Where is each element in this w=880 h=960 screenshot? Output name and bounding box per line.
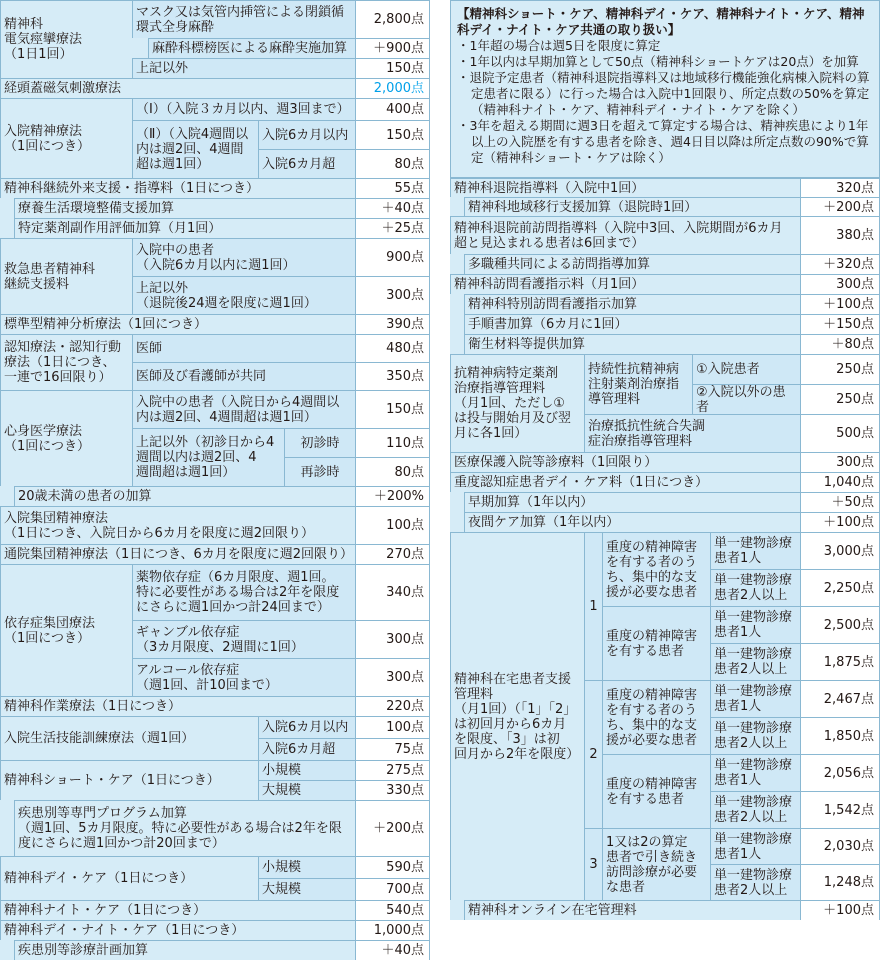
- fee-label-cell: 重度の精神障害 を有する患者: [602, 754, 710, 828]
- fee-value-cell: ＋100点: [800, 512, 880, 532]
- fee-label-cell: 上記以外（初診日から4 週間以内は週2回、4 週間超は週1回）: [132, 428, 284, 486]
- fee-label-cell: 精神科在宅患者支援 管理料 （月1回）（「1」「2」 は初回月から6カ月 を限度、「3」は初 回月から2年を限度）: [450, 532, 584, 900]
- fee-value-cell: ＋200点: [355, 800, 430, 856]
- fee-label-cell: 精神科作業療法（1日につき）: [0, 696, 355, 716]
- fee-label-cell: 入院6カ月以内: [258, 120, 355, 149]
- fee-label-cell: ギャンブル依存症 （3カ月限度、2週間に1回）: [132, 620, 355, 658]
- fee-label-cell: 衛生材料等提供加算: [464, 334, 800, 354]
- fee-label-cell: 単一建物診療 患者2人以上: [710, 864, 800, 900]
- fee-value-cell: 1,248点: [800, 864, 880, 900]
- fee-label-cell: マスク又は気管内挿管による閉鎖循 環式全身麻酔: [132, 0, 355, 38]
- notes-item: ・退院予定患者（精神科退院指導料又は地域移行機能強化病棟入院料の算定患者に限る）に行った場合は入院中1回限り、所定点数の50%を算定（精神科ナイト・ケア、精神科デイ・ナイト・ケアを除く）: [457, 70, 870, 117]
- fee-label-cell: 大規模: [258, 780, 355, 800]
- fee-label-cell: 大規模: [258, 878, 355, 900]
- notes-item: ・3年を超える期間に週3日を超えて算定する場合は、精神疾患により1年以上の入院歴を有する患者を除き、週4日目以降は所定点数の90%で算定（精神科ショート・ケアは除く）: [457, 118, 869, 165]
- fee-label-cell: 入院6カ月以内: [258, 716, 355, 738]
- fee-value-cell: ＋200%: [355, 486, 430, 506]
- fee-label-cell: 精神科訪問看護指示料（月1回）: [450, 274, 800, 294]
- fee-value-cell: 340点: [355, 564, 430, 620]
- fee-label-cell: 精神科デイ・ナイト・ケア（1日につき）: [0, 920, 355, 940]
- fee-label-cell: 単一建物診療 患者2人以上: [710, 791, 800, 828]
- fee-value-cell: 300点: [800, 452, 880, 472]
- fee-label-cell: 入院集団精神療法 （1日につき、入院日から6カ月を限度に週2回限り）: [0, 506, 355, 544]
- fee-value-cell: 590点: [355, 856, 430, 878]
- fee-label-cell: 疾患別等専門プログラム加算 （週1回、5カ月限度。特に必要性がある場合は2年を限 度にさらに週1回かつ計20回まで）: [14, 800, 355, 856]
- fee-label-cell: 精神科退院前訪問指導料（入院中3回、入院期間が6カ月 超と見込まれる患者は6回まで）: [450, 216, 800, 254]
- fee-label-cell: 経頭蓋磁気刺激療法: [0, 78, 355, 98]
- fee-label-cell: 早期加算（1年以内）: [464, 492, 800, 512]
- fee-value-cell: 400点: [355, 98, 430, 120]
- fee-label-cell: 小規模: [258, 856, 355, 878]
- fee-value-cell: 80点: [355, 457, 430, 486]
- fee-label-cell: 抗精神病特定薬剤 治療指導管理料 （月1回、ただし① は投与開始月及び翌 月に各1回）: [450, 354, 584, 452]
- fee-value-cell: ＋40点: [355, 940, 430, 960]
- fee-value-cell: 300点: [355, 620, 430, 658]
- fee-label-cell: 単一建物診療 患者2人以上: [710, 717, 800, 754]
- fee-label-cell: 1又は2の算定 患者で引き続き 訪問診療が必要 な患者: [602, 828, 710, 900]
- fee-value-cell: 1,875点: [800, 643, 880, 680]
- fee-label-cell: 20歳未満の患者の加算: [14, 486, 355, 506]
- fee-label-cell: 入院中の患者 （入院6カ月以内に週1回）: [132, 238, 355, 276]
- fee-label-cell: 精神科継続外来支援・指導料（1日につき）: [0, 178, 355, 198]
- fee-value-cell: ＋100点: [800, 900, 880, 920]
- fee-value-cell: 900点: [355, 238, 430, 276]
- fee-label-cell: 精神科特別訪問看護指示加算: [464, 294, 800, 314]
- fee-value-cell: 2,250点: [800, 569, 880, 606]
- fee-label-cell: 単一建物診療 患者1人: [710, 606, 800, 643]
- fee-label-cell: 精神科地域移行支援加算（退院時1回）: [464, 197, 800, 216]
- fee-value-cell: 250点: [800, 384, 880, 414]
- fee-value-cell: 100点: [355, 716, 430, 738]
- fee-label-cell: 精神科ショート・ケア（1日につき）: [0, 760, 258, 800]
- fee-value-cell: 150点: [355, 58, 430, 78]
- fee-label-cell: 入院精神療法 （1回につき）: [0, 98, 132, 178]
- fee-label-cell: 夜間ケア加算（1年以内）: [464, 512, 800, 532]
- fee-value-cell: 2,467点: [800, 680, 880, 717]
- fee-label-cell: 心身医学療法 （1回につき）: [0, 390, 132, 486]
- fee-label-cell: 初診時: [284, 428, 355, 457]
- fee-value-cell: 2,030点: [800, 828, 880, 864]
- notes-heading: 【精神科ショート・ケア、精神科デイ・ケア、精神科ナイト・ケア、精神科デイ・ナイト・ケア共通の取り扱い】: [457, 6, 865, 37]
- fee-value-cell: 270点: [355, 544, 430, 564]
- fee-value-cell: 2,500点: [800, 606, 880, 643]
- fee-value-cell: 3,000点: [800, 532, 880, 569]
- fee-value-cell: 700点: [355, 878, 430, 900]
- fee-label-cell: 疾患別等診療計画加算: [14, 940, 355, 960]
- fee-value-cell: 100点: [355, 506, 430, 544]
- fee-value-cell: 1,542点: [800, 791, 880, 828]
- fee-label-cell: （Ⅱ）（入院4週間以 内は週2回、4週間 超は週1回）: [132, 120, 258, 178]
- fee-value-cell: ＋900点: [355, 38, 430, 58]
- fee-value-cell: 350点: [355, 362, 430, 390]
- fee-value-cell: 2,800点: [355, 0, 430, 38]
- fee-value-cell: 2,000点: [355, 78, 430, 98]
- fee-label-cell: 療養生活環境整備支援加算: [14, 198, 355, 218]
- fee-value-cell: 55点: [355, 178, 430, 198]
- fee-value-cell: 390点: [355, 314, 430, 334]
- fee-label-cell: 入院6カ月超: [258, 738, 355, 760]
- fee-label-cell: 再診時: [284, 457, 355, 486]
- fee-value-cell: ＋40点: [355, 198, 430, 218]
- fee-value-cell: ＋200点: [800, 197, 880, 216]
- fee-value-cell: ＋320点: [800, 254, 880, 274]
- fee-label-cell: 通院集団精神療法（1日につき、6カ月を限度に週2回限り）: [0, 544, 355, 564]
- fee-label-cell: 薬物依存症（6カ月限度、週1回。 特に必要性がある場合は2年を限度 にさらに週1回かつ計24回まで）: [132, 564, 355, 620]
- notes-item: ・1年以内は早期加算として50点（精神科ショートケアは20点）を加算: [457, 54, 859, 69]
- fee-value-cell: 540点: [355, 900, 430, 920]
- notes-item: ・1年超の場合は週5日を限度に算定: [457, 38, 661, 53]
- fee-value-cell: 275点: [355, 760, 430, 780]
- fee-label-cell: 単一建物診療 患者2人以上: [710, 643, 800, 680]
- fee-label-cell: 入院生活技能訓練療法（週1回）: [0, 716, 258, 760]
- fee-value-cell: 250点: [800, 354, 880, 384]
- fee-label-cell: 認知療法・認知行動 療法（1日につき、 一連で16回限り）: [0, 334, 132, 390]
- fee-label-cell: 入院6カ月超: [258, 149, 355, 178]
- fee-label-cell: 単一建物診療 患者1人: [710, 828, 800, 864]
- fee-value-cell: 150点: [355, 390, 430, 428]
- fee-value-cell: 320点: [800, 178, 880, 197]
- fee-value-cell: ＋25点: [355, 218, 430, 238]
- fee-label-cell: アルコール依存症 （週1回、計10回まで）: [132, 658, 355, 696]
- fee-label-cell: 精神科オンライン在宅管理料: [464, 900, 800, 920]
- fee-label-cell: ②入院以外の患者: [692, 384, 800, 414]
- fee-label-cell: 麻酔科標榜医による麻酔実施加算: [148, 38, 355, 58]
- fee-label-cell: 重度の精神障害 を有する者のう ち、集中的な支 援が必要な患者: [602, 680, 710, 754]
- fee-label-cell: 小規模: [258, 760, 355, 780]
- fee-value-cell: 110点: [355, 428, 430, 457]
- fee-value-cell: ＋100点: [800, 294, 880, 314]
- common-rules-notes: [450, 0, 880, 178]
- fee-value-cell: 1,850点: [800, 717, 880, 754]
- fee-label-cell: 単一建物診療 患者1人: [710, 680, 800, 717]
- fee-label-cell: 医療保護入院等診療料（1回限り）: [450, 452, 800, 472]
- fee-label-cell: 上記以外: [132, 58, 355, 78]
- fee-label-cell: 多職種共同による訪問指導加算: [464, 254, 800, 274]
- fee-label-cell: 精神科退院指導料（入院中1回）: [450, 178, 800, 197]
- fee-label-cell: 治療抵抗性統合失調 症治療指導管理料: [584, 414, 800, 452]
- fee-label-cell: 精神科ナイト・ケア（1日につき）: [0, 900, 355, 920]
- fee-label-cell: 医師及び看護師が共同: [132, 362, 355, 390]
- fee-label-cell: 救急患者精神科 継続支援料: [0, 238, 132, 314]
- fee-label-cell: 手順書加算（6カ月に1回）: [464, 314, 800, 334]
- fee-value-cell: 300点: [800, 274, 880, 294]
- fee-label-cell: ①入院患者: [692, 354, 800, 384]
- fee-value-cell: 2,056点: [800, 754, 880, 791]
- fee-value-cell: 480点: [355, 334, 430, 362]
- fee-label-cell: 精神科デイ・ケア（1日につき）: [0, 856, 258, 900]
- fee-value-cell: 1,040点: [800, 472, 880, 492]
- fee-label-cell: 重度の精神障害 を有する患者: [602, 606, 710, 680]
- fee-label-cell: 3: [584, 828, 602, 900]
- fee-label-cell: 単一建物診療 患者2人以上: [710, 569, 800, 606]
- fee-value-cell: 300点: [355, 276, 430, 314]
- fee-value-cell: 300点: [355, 658, 430, 696]
- fee-value-cell: 500点: [800, 414, 880, 452]
- fee-value-cell: 1,000点: [355, 920, 430, 940]
- fee-value-cell: 330点: [355, 780, 430, 800]
- fee-value-cell: 75点: [355, 738, 430, 760]
- fee-value-cell: ＋80点: [800, 334, 880, 354]
- fee-label-cell: 依存症集団療法 （1回につき）: [0, 564, 132, 696]
- fee-label-cell: 標準型精神分析療法（1回につき）: [0, 314, 355, 334]
- fee-value-cell: 380点: [800, 216, 880, 254]
- fee-label-cell: 単一建物診療 患者1人: [710, 532, 800, 569]
- fee-value-cell: 80点: [355, 149, 430, 178]
- fee-label-cell: 1: [584, 532, 602, 680]
- fee-label-cell: 医師: [132, 334, 355, 362]
- fee-label-cell: 精神科 電気痙攣療法 （1日1回）: [0, 0, 132, 78]
- fee-value-cell: 150点: [355, 120, 430, 149]
- fee-label-cell: 入院中の患者（入院日から4週間以 内は週2回、4週間超は週1回）: [132, 390, 355, 428]
- fee-label-cell: 2: [584, 680, 602, 828]
- fee-value-cell: ＋150点: [800, 314, 880, 334]
- fee-label-cell: 上記以外 （退院後24週を限度に週1回）: [132, 276, 355, 314]
- fee-label-cell: 重度認知症患者デイ・ケア料（1日につき）: [450, 472, 800, 492]
- fee-label-cell: 持続性抗精神病 注射薬剤治療指 導管理料: [584, 354, 692, 414]
- fee-value-cell: ＋50点: [800, 492, 880, 512]
- fee-label-cell: （Ⅰ）（入院３カ月以内、週3回まで）: [132, 98, 355, 120]
- fee-value-cell: 220点: [355, 696, 430, 716]
- fee-label-cell: 重度の精神障害 を有する者のう ち、集中的な支 援が必要な患者: [602, 532, 710, 606]
- fee-label-cell: 特定薬剤副作用評価加算（月1回）: [14, 218, 355, 238]
- fee-label-cell: 単一建物診療 患者1人: [710, 754, 800, 791]
